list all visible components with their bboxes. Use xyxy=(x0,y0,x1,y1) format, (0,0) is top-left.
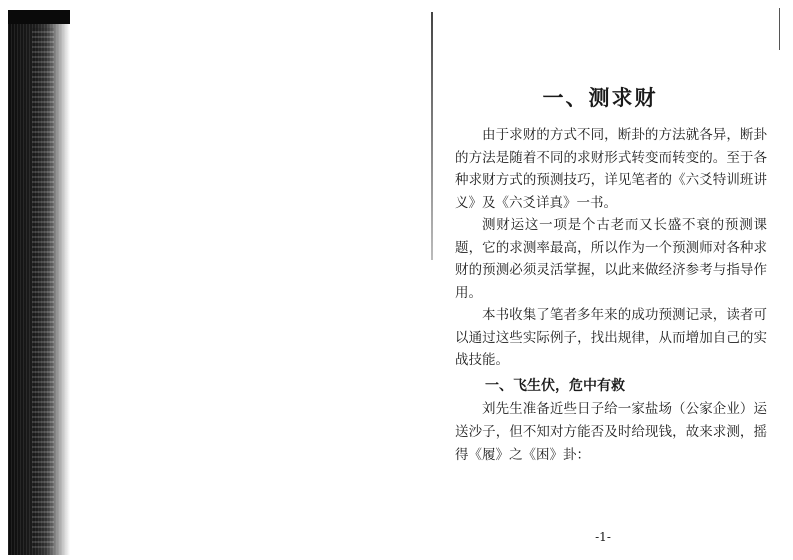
intro-paragraph: 本书收集了笔者多年来的成功预测记录，读者可以通过这些实际例子，找出规律，从而增加自己的实战技能。 xyxy=(455,307,767,368)
left-page-top-mark xyxy=(8,10,70,24)
intro-text xyxy=(455,124,767,372)
intro-paragraph: 由于求财的方式不同，断卦的方法就各异，断卦的方法是随着不同的求财形式转变而转变的。至于各种求财方式的预测技巧，详见笔者的《六爻特训班讲义》及《六爻详真》一书。 xyxy=(455,127,767,211)
page-gutter-mark xyxy=(431,12,433,260)
intro-paragraph: 测财运这一项是个古老而又长盛不衰的预测课题，它的求测率最高，所以作为一个预测师对各种求财的预测必须灵活掌握，以此来做经济参考与指导作用。 xyxy=(455,217,767,301)
case-paragraph: 刘先生准备近些日子给一家盐场（公家企业）运送沙子，但不知对方能否及时给现钱，故来求测，摇得《履》之《困》卦： xyxy=(455,401,767,463)
section-subheading: 一、飞生伏，危中有救 xyxy=(485,378,625,394)
left-page-scan-noise xyxy=(32,28,54,548)
chapter-title: 一、测求财 xyxy=(542,85,658,110)
page-number: -1- xyxy=(595,530,611,544)
right-page-edge-mark xyxy=(779,8,780,50)
case-text xyxy=(455,398,767,467)
